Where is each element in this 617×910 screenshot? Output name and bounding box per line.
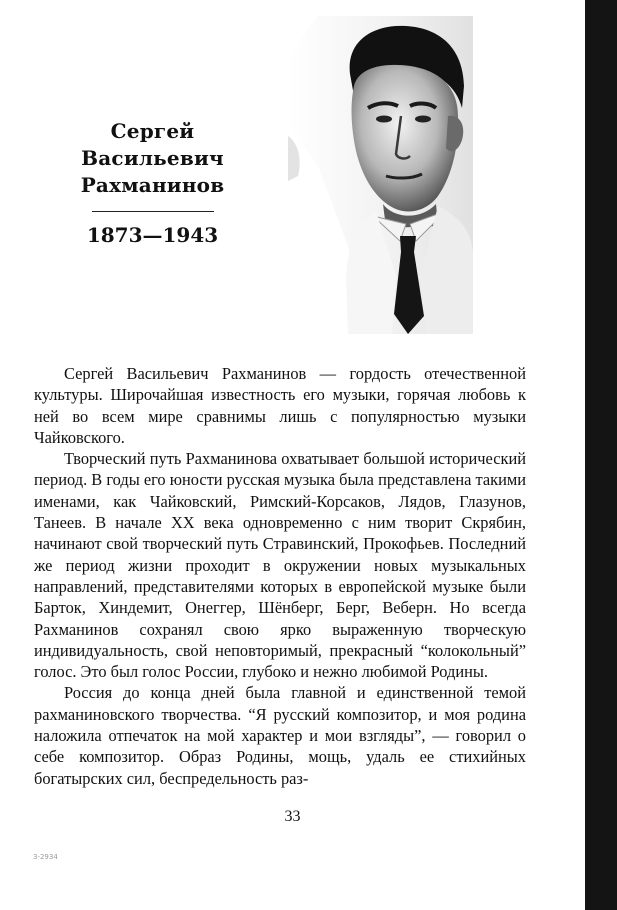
- page-number: 33: [284, 808, 301, 825]
- print-signature-mark: 3-2934: [33, 853, 58, 861]
- composer-patronymic: Васильевич: [81, 146, 224, 170]
- composer-title-block: [70, 118, 235, 248]
- scan-edge-shadow: [585, 0, 617, 910]
- paragraph-3: Россия до конца дней была главной и единственной темой рахманиновского творчества. “Я русский композитор, и моя родина наложила отпечаток на мой характер и мои взгляды”, — говорил о себе композитор. Образ Родины, мощь, удаль ее стихийных богатырских сил, беспредельность раз-: [34, 683, 526, 788]
- composer-first-name: Сергей: [110, 119, 195, 143]
- composer-surname: Рахманинов: [80, 173, 225, 197]
- title-divider: [92, 211, 214, 212]
- composer-life-years: 1873—1943: [86, 223, 219, 247]
- paragraph-2: Творческий путь Рахманинова охватывает большой исторический период. В годы его юности русская музыка была представлена такими именами, как Чайковский, Римский-Корсаков, Лядов, Глазунов, Танеев. В начале XX века одновременно с ним творит Скрябин, начинают свой творческий путь Стравинский, Прокофьев. Последний же период жизни проходит в окружении новых музыкальных направлений, представителями которых в европейской музыке были Барток, Хиндемит, Онеггер, Шёнберг, Берг, Веберн. Но всегда Рахманинов сохранял свою ярко выраженную творческую индивидуальность, свой неповторимый, прекрасный “колокольный” голос. Это был голос России, глубоко и нежно любимой Родины.: [34, 449, 526, 682]
- article-body: [34, 363, 526, 789]
- paragraph-1: Сергей Васильевич Рахманинов — гордость отечественной культуры. Широчайшая известность его музыки, горячая любовь к ней во всем мире сравнимы лишь с популярностью музыки Чайковского.: [34, 364, 526, 447]
- composer-portrait: [288, 16, 473, 334]
